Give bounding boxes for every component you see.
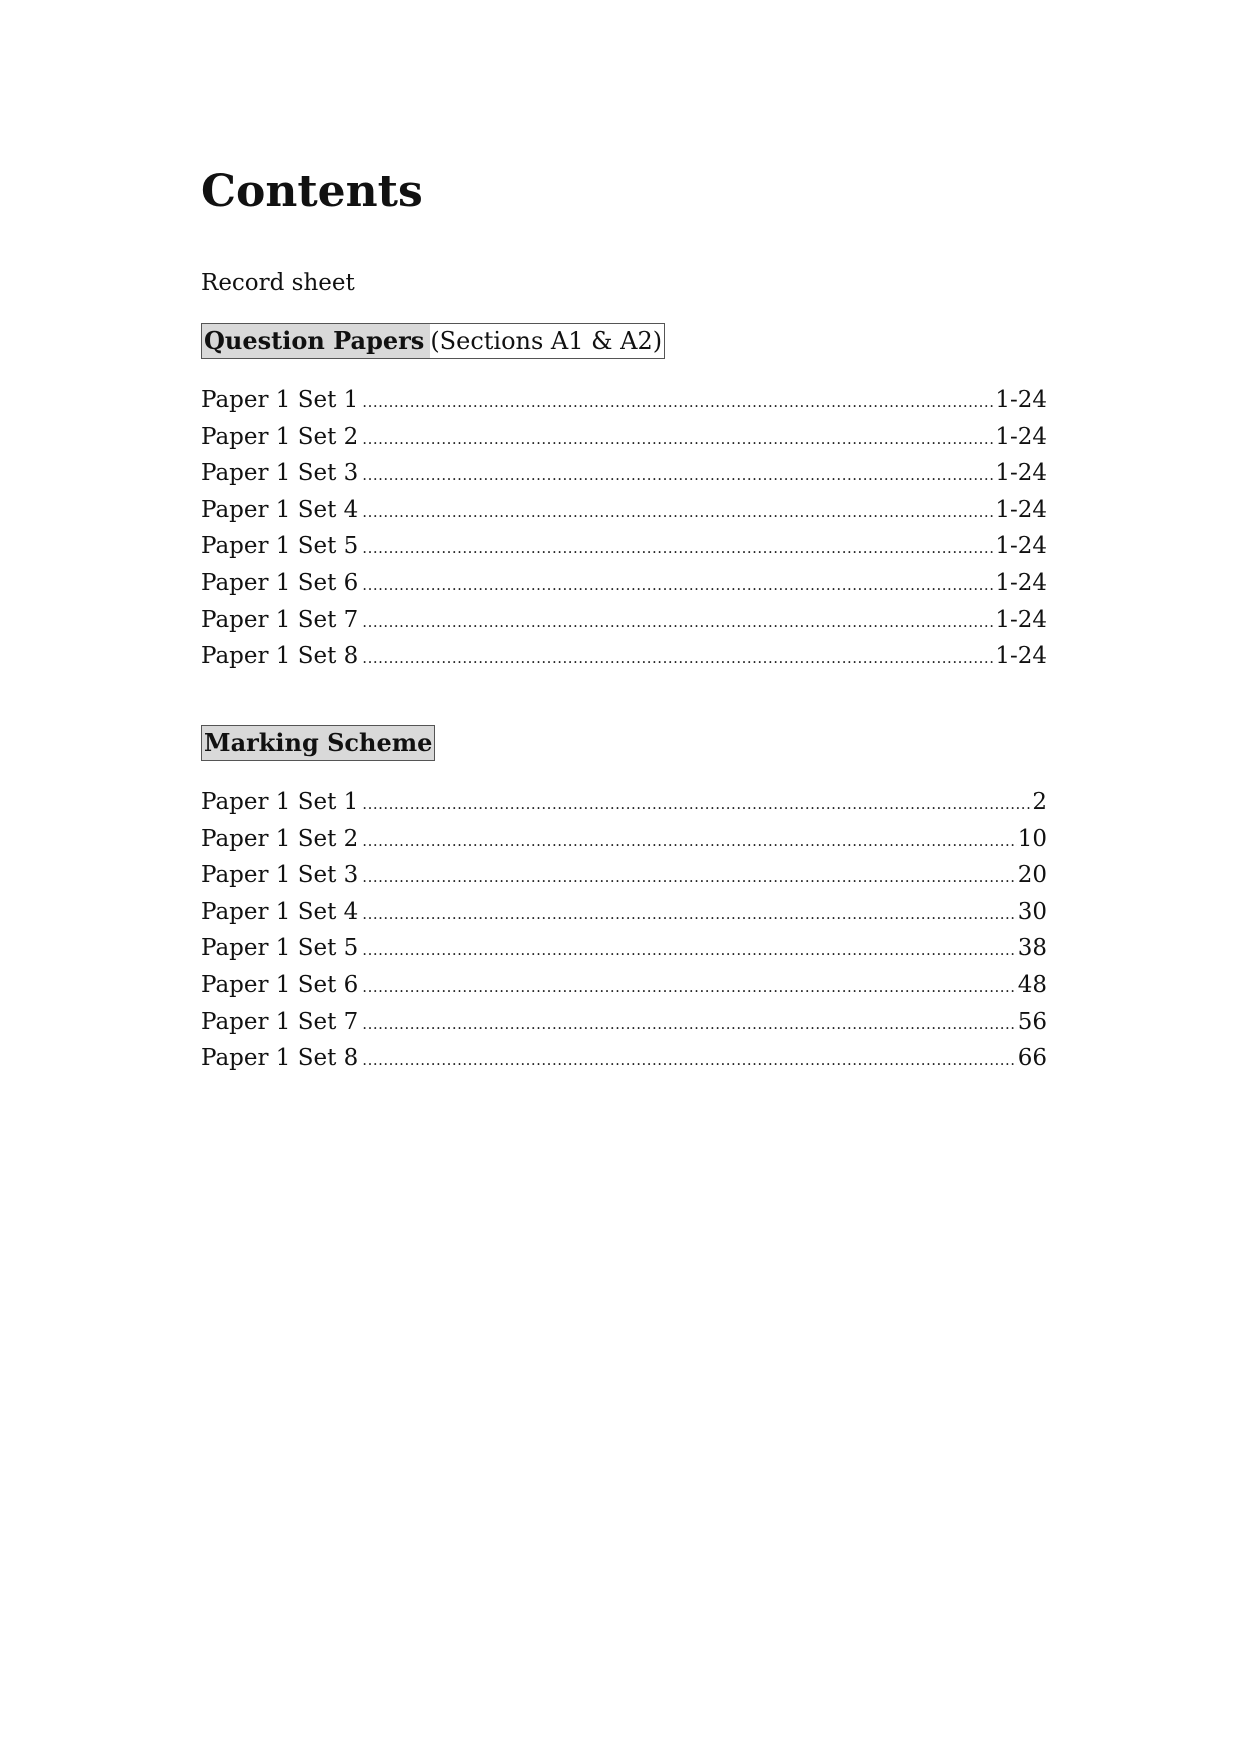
- toc-entry-page: 66: [1017, 1045, 1047, 1072]
- dot-leader: [362, 1042, 1016, 1077]
- toc-entry-page: 38: [1017, 935, 1047, 962]
- dot-leader: [362, 932, 1016, 967]
- toc-entry[interactable]: [201, 565, 1047, 602]
- toc-entry-page: 20: [1017, 862, 1047, 889]
- toc-entry[interactable]: [201, 930, 1047, 967]
- dot-leader: [362, 421, 994, 456]
- toc-entry-label: Paper 1 Set 1: [201, 387, 359, 413]
- toc-entry-page: 1-24: [995, 606, 1047, 633]
- toc-entry-page: 56: [1017, 1008, 1047, 1035]
- dot-leader: [362, 457, 994, 492]
- question-papers-list: [201, 382, 1047, 675]
- dot-leader: [362, 640, 994, 675]
- toc-entry-label: Paper 1 Set 8: [201, 643, 359, 670]
- marking-scheme-list: [201, 784, 1047, 1077]
- marking-scheme-heading-bold: Marking Scheme: [202, 726, 434, 760]
- toc-entry-label: Paper 1 Set 3: [201, 460, 359, 487]
- question-papers-heading-bold: Question Papers: [202, 324, 430, 358]
- toc-entry-page: 1-24: [995, 496, 1047, 523]
- toc-entry[interactable]: [201, 857, 1047, 894]
- dot-leader: [362, 494, 994, 529]
- toc-entry-page: 1-24: [995, 387, 1047, 413]
- contents-page: [201, 166, 1047, 1072]
- toc-entry-label: Paper 1 Set 5: [201, 935, 359, 962]
- dot-leader: [362, 859, 1016, 894]
- question-papers-heading: [201, 323, 665, 359]
- marking-scheme-heading: [201, 725, 435, 761]
- toc-entry-page: 10: [1017, 825, 1047, 852]
- question-papers-heading-rest: (Sections A1 & A2): [430, 327, 663, 355]
- toc-entry-page: 2: [1032, 789, 1047, 815]
- toc-entry-label: Paper 1 Set 5: [201, 533, 359, 560]
- toc-entry[interactable]: [201, 638, 1047, 675]
- toc-entry[interactable]: [201, 455, 1047, 492]
- toc-entry-label: Paper 1 Set 4: [201, 496, 359, 523]
- toc-entry-label: Paper 1 Set 8: [201, 1045, 359, 1072]
- toc-entry-page: 1-24: [995, 460, 1047, 487]
- toc-entry-label: Paper 1 Set 2: [201, 825, 359, 852]
- dot-leader: [362, 896, 1016, 931]
- dot-leader: [362, 530, 994, 565]
- toc-entry[interactable]: [201, 382, 1047, 419]
- toc-entry[interactable]: [201, 784, 1047, 821]
- dot-leader: [362, 567, 994, 602]
- toc-entry-label: Paper 1 Set 6: [201, 569, 359, 596]
- dot-leader: [362, 786, 1031, 821]
- dot-leader: [362, 1006, 1016, 1041]
- page-title: Contents: [201, 166, 423, 217]
- toc-entry[interactable]: [201, 528, 1047, 565]
- dot-leader: [362, 969, 1016, 1004]
- toc-entry-label: Paper 1 Set 2: [201, 423, 359, 450]
- toc-entry-page: 1-24: [995, 569, 1047, 596]
- toc-entry[interactable]: [201, 894, 1047, 931]
- toc-entry-label: Paper 1 Set 7: [201, 1008, 359, 1035]
- toc-entry-page: 1-24: [995, 533, 1047, 560]
- toc-entry-label: Paper 1 Set 4: [201, 898, 359, 925]
- dot-leader: [362, 823, 1016, 858]
- dot-leader: [362, 604, 994, 639]
- toc-entry-label: Paper 1 Set 7: [201, 606, 359, 633]
- dot-leader: [362, 384, 994, 419]
- toc-entry[interactable]: [201, 1004, 1047, 1041]
- toc-entry[interactable]: [201, 1040, 1047, 1077]
- toc-entry[interactable]: [201, 967, 1047, 1004]
- toc-entry-page: 1-24: [995, 643, 1047, 670]
- toc-entry[interactable]: [201, 821, 1047, 858]
- toc-entry-label: Paper 1 Set 3: [201, 862, 359, 889]
- toc-entry[interactable]: [201, 419, 1047, 456]
- toc-entry-page: 48: [1017, 971, 1047, 998]
- record-sheet-entry[interactable]: Record sheet: [201, 270, 355, 296]
- toc-entry-label: Paper 1 Set 1: [201, 789, 359, 815]
- toc-entry-label: Paper 1 Set 6: [201, 971, 359, 998]
- toc-entry-page: 30: [1017, 898, 1047, 925]
- toc-entry[interactable]: [201, 492, 1047, 529]
- toc-entry-page: 1-24: [995, 423, 1047, 450]
- toc-entry[interactable]: [201, 602, 1047, 639]
